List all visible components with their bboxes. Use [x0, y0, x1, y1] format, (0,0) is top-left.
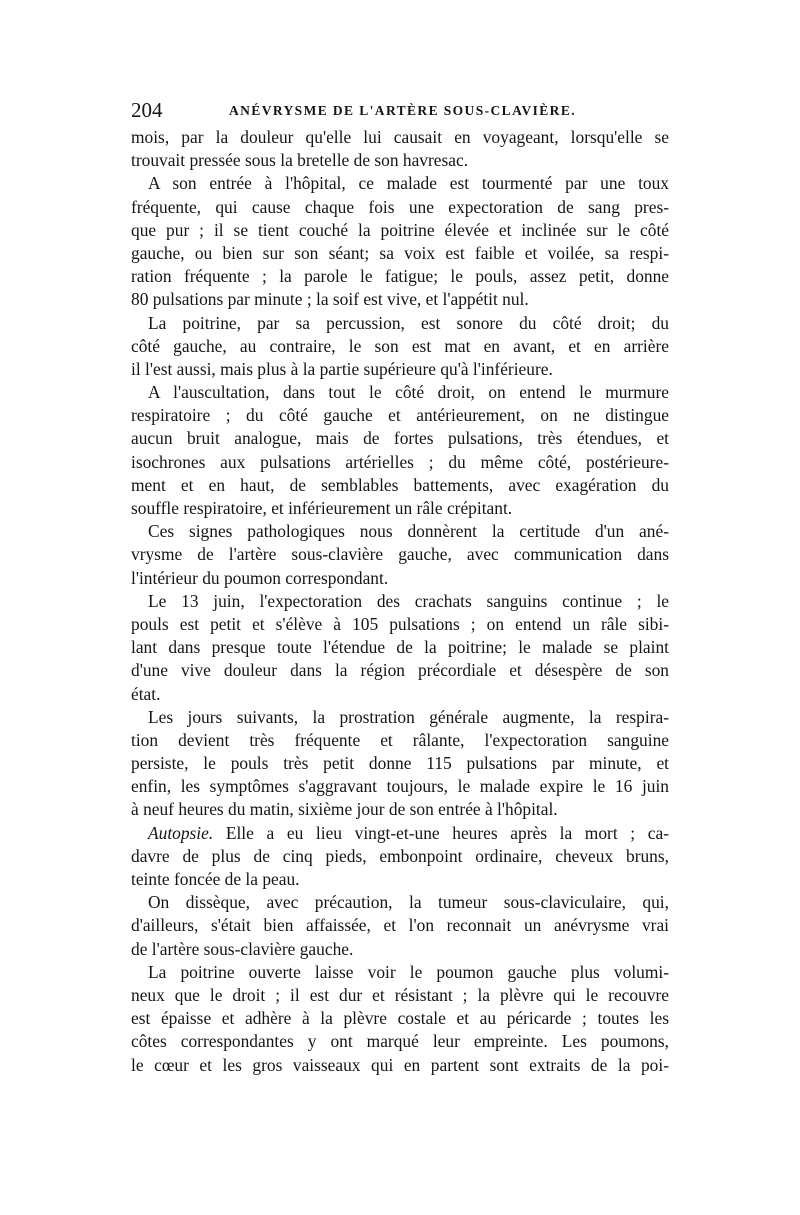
- running-title: ANÉVRYSME DE L'ARTÈRE SOUS-CLAVIÈRE.: [229, 103, 577, 118]
- paragraph: [131, 172, 669, 311]
- paragraph: [131, 520, 669, 590]
- paragraph: [131, 961, 669, 1077]
- text-line: vrysme de l'artère sous-clavière gauche, avec communication dans: [131, 544, 669, 565]
- text-line: pouls est petit et s'élève à 105 pulsations ; on entend un râle sibi-: [131, 613, 669, 634]
- text-line: La poitrine ouverte laisse voir le poumon gauche plus volumi-: [148, 961, 669, 982]
- text-line: On dissèque, avec précaution, la tumeur sous-claviculaire, qui,: [148, 892, 669, 913]
- text-line: ration fréquente ; la parole le fatigue; le pouls, assez petit, donne: [131, 266, 669, 287]
- paragraph: [131, 891, 669, 961]
- text-line: davre de plus de cinq pieds, embonpoint ordinaire, cheveux bruns,: [131, 845, 669, 866]
- body-text: [131, 126, 669, 1077]
- book-page: [131, 96, 669, 1077]
- text-line: A son entrée à l'hôpital, ce malade est tourmenté par une toux: [148, 173, 669, 194]
- text-line: persiste, le pouls très petit donne 115 pulsations par minute, et: [131, 753, 669, 774]
- text-line: aucun bruit analogue, mais de fortes pulsations, très étendues, et: [131, 428, 669, 449]
- text-line: est épaisse et adhère à la plèvre costale et au péricarde ; toutes les: [131, 1008, 669, 1029]
- text-line: mois, par la douleur qu'elle lui causait en voyageant, lorsqu'elle se: [131, 127, 669, 147]
- text-line: l'intérieur du poumon correspondant.: [131, 567, 389, 588]
- text-line: état.: [131, 683, 161, 704]
- paragraph: [131, 126, 669, 172]
- text-line: gauche, ou bien sur son séant; sa voix est faible et voilée, sa respi-: [131, 242, 669, 263]
- text-line: Le 13 juin, l'expectoration des crachats sanguins continue ; le: [148, 590, 669, 611]
- paragraph: [131, 312, 669, 382]
- text-line-rest: Elle a eu lieu vingt-et-une heures après la mort ; ca-: [213, 822, 669, 843]
- text-line: que pur ; il se tient couché la poitrine élevée et inclinée sur le côté: [131, 219, 669, 240]
- text-line: trouvait pressée sous la bretelle de son havresac.: [131, 150, 469, 171]
- paragraph: [131, 706, 669, 822]
- text-line: Ces signes pathologiques nous donnèrent la certitude d'un ané-: [148, 521, 669, 542]
- text-line: il l'est aussi, mais plus à la partie supérieure qu'à l'inférieure.: [131, 358, 553, 379]
- text-line: isochrones aux pulsations artérielles ; du même côté, postérieure-: [131, 451, 669, 472]
- text-line: respiratoire ; du côté gauche et antérieurement, on ne distingue: [131, 405, 669, 426]
- paragraph: [131, 590, 669, 706]
- running-head: [131, 96, 669, 124]
- text-line: le cœur et les gros vaisseaux qui en partent sont extraits de la poi-: [131, 1054, 669, 1075]
- page-number: 204: [131, 98, 163, 122]
- text-line: La poitrine, par sa percussion, est sonore du côté droit; du: [148, 312, 669, 333]
- paragraph: [131, 381, 669, 520]
- text-line: tion devient très fréquente et râlante, l'expectoration sanguine: [131, 729, 669, 750]
- text-line: ment et en haut, de semblables battements, avec exagération du: [131, 474, 669, 495]
- text-line: neux que le droit ; il est dur et résistant ; la plèvre qui le recouvre: [131, 984, 669, 1005]
- paragraph-autopsie: [131, 822, 669, 892]
- text-line: côté gauche, au contraire, le son est mat en avant, et en arrière: [131, 335, 669, 356]
- text-line: [131, 822, 669, 845]
- text-line: fréquente, qui cause chaque fois une expectoration de sang pres-: [131, 196, 669, 217]
- text-line: A l'auscultation, dans tout le côté droit, on entend le murmure: [148, 382, 669, 403]
- text-line: d'ailleurs, s'était bien affaissée, et l'on reconnait un anévrysme vrai: [131, 915, 669, 936]
- text-line: souffle respiratoire, et inférieurement un râle crépitant.: [131, 498, 513, 518]
- text-line: 80 pulsations par minute ; la soif est vive, et l'appétit nul.: [131, 289, 529, 310]
- text-line: enfin, les symptômes s'aggravant toujours, le malade expire le 16 juin: [131, 776, 669, 797]
- text-line: de l'artère sous-clavière gauche.: [131, 938, 354, 959]
- autopsie-heading: Autopsie.: [148, 822, 214, 843]
- text-line: lant dans presque toute l'étendue de la poitrine; le malade se plaint: [131, 637, 669, 658]
- text-line: côtes correspondantes y ont marqué leur empreinte. Les poumons,: [131, 1031, 669, 1052]
- text-line: à neuf heures du matin, sixième jour de son entrée à l'hôpital.: [131, 799, 558, 820]
- text-line: Les jours suivants, la prostration générale augmente, la respira-: [148, 706, 669, 727]
- text-line: teinte foncée de la peau.: [131, 869, 300, 889]
- text-line: d'une vive douleur dans la région précordiale et désespère de son: [131, 660, 669, 681]
